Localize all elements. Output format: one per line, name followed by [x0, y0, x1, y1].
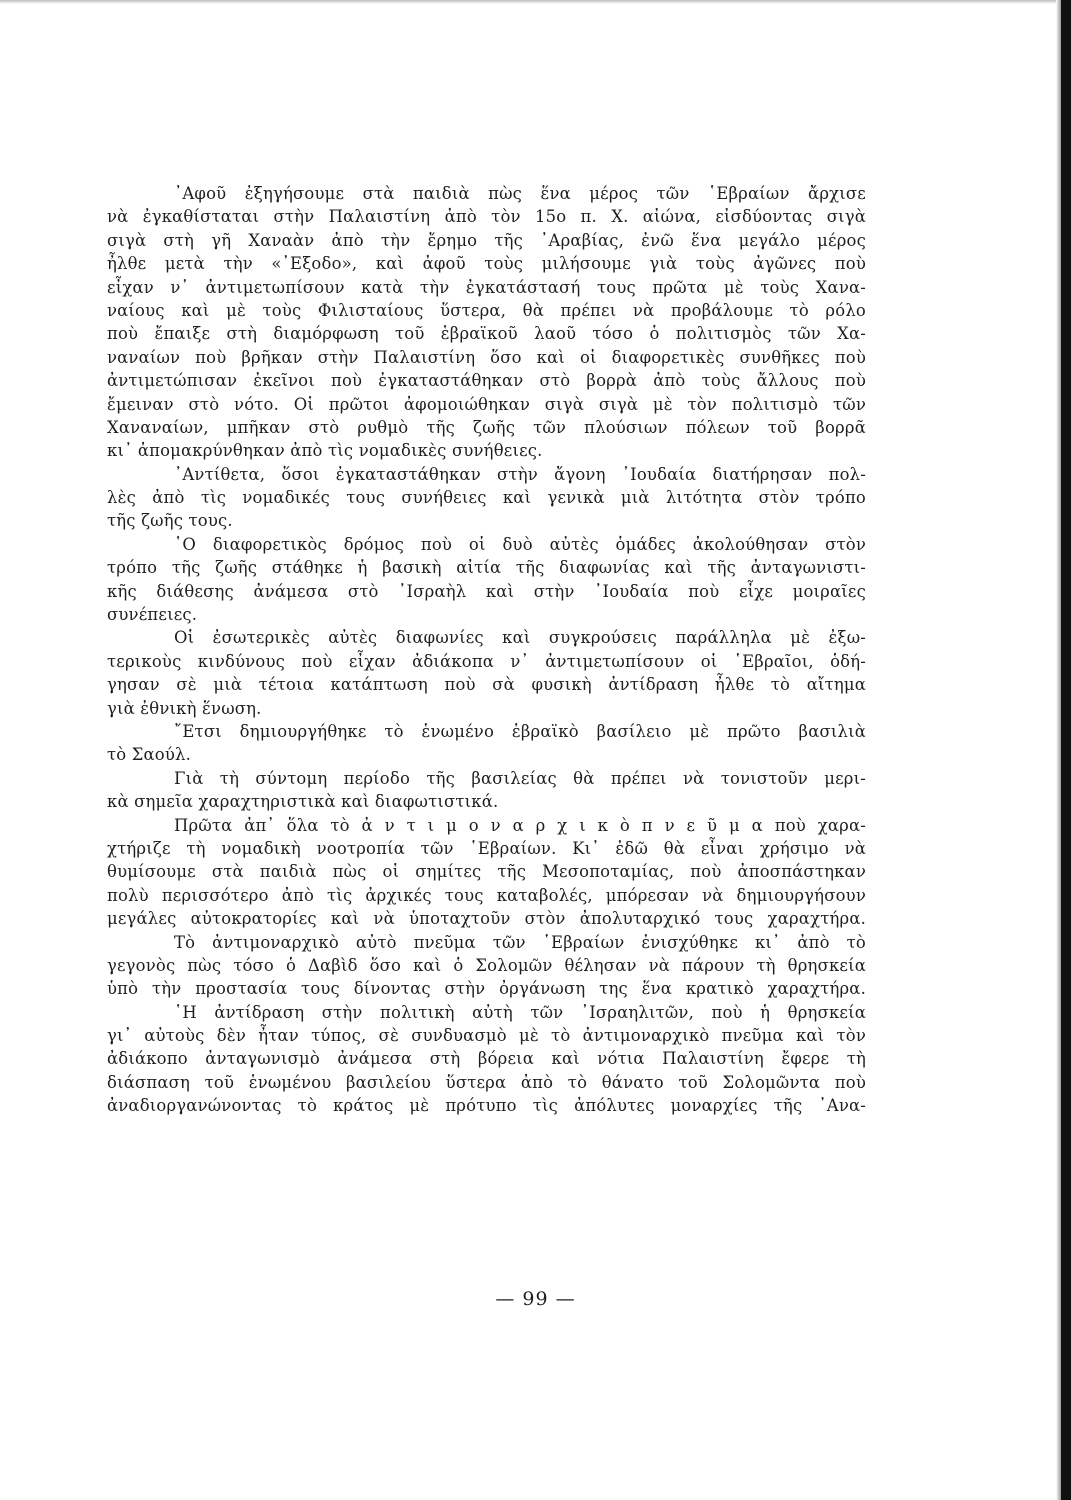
text-line: μεγάλες αὐτοκρατορίες καὶ νὰ ὑποταχτοῦν στὸν ἀπολυταρχικό τους χαραχτήρα.	[107, 909, 866, 929]
text-line: ναίους καὶ μὲ τοὺς Φιλισταίους ὕστερα, θὰ πρέπει νὰ προβάλουμε τὸ ρόλο	[107, 300, 866, 320]
text-line: γεγονὸς πὼς τόσο ὁ Δαβὶδ ὅσο καὶ ὁ Σολομῶν θέλησαν νὰ πάρουν τὴ θρησκεία	[107, 955, 866, 975]
text-line: κῆς διάθεσης ἀνάμεσα στὸ ᾽Ισραὴλ καὶ στὴν ᾽Ιουδαία ποὺ εἶχε μοιραῖες	[107, 581, 866, 601]
text-line: πολὺ περισσότερο ἀπὸ τὶς ἀρχικές τους καταβολές, μπόρεσαν νὰ δημιουργήσουν	[107, 885, 866, 905]
text-line: ἀναδιοργανώνοντας τὸ κράτος μὲ πρότυπο τὶς ἀπόλυτες μοναρχίες τῆς ᾽Ανα-	[107, 1096, 866, 1116]
text-line: Γιὰ τὴ σύντομη περίοδο τῆς βασιλείας θὰ πρέπει νὰ τονιστοῦν μερι-	[174, 768, 866, 788]
text-line: κὰ σημεῖα χαραχτηριστικὰ καὶ διαφωτιστικά.	[107, 792, 499, 812]
text-line: ῾Η ἀντίδραση στὴν πολιτικὴ αὐτὴ τῶν ᾽Ισραηλιτῶν, ποὺ ἡ θρησκεία	[174, 1002, 866, 1022]
text-line: γι᾽ αὐτοὺς δὲν ἦταν τύπος, σὲ συνδυασμὸ μὲ τὸ ἀντιμοναρχικὸ πνεῦμα καὶ τὸν	[107, 1026, 866, 1046]
text-line: συνέπειες.	[107, 605, 198, 625]
text-line: ναναίων ποὺ βρῆκαν στὴν Παλαιστίνη ὅσο καὶ οἱ διαφορετικὲς συνθῆκες ποὺ	[107, 347, 866, 367]
text-line: ἀδιάκοπο ἀνταγωνισμὸ ἀνάμεσα στὴ βόρεια καὶ νότια Παλαιστίνη ἔφερε τὴ	[107, 1049, 866, 1069]
text-line: ὑπὸ τὴν προστασία τους δίνοντας στὴν ὀργάνωση της ἕνα κρατικὸ χαραχτήρα.	[107, 979, 866, 999]
text-line: ᾽Αντίθετα, ὅσοι ἐγκαταστάθηκαν στὴν ἄγονη ᾽Ιουδαία διατήρησαν πολ-	[174, 464, 866, 484]
text-line: χτήριζε τὴ νομαδικὴ νοοτροπία τῶν ῾Εβραίων. Κι᾽ ἐδῶ θὰ εἶναι χρήσιμο νὰ	[107, 838, 866, 858]
text-line: Πρῶτα ἀπ᾽ ὅλα τὸ ἀ ν τ ι μ ο ν α ρ χ ι κ ὸ π ν ε ῦ μ α ποὺ χαρα-	[174, 815, 866, 835]
text-line: τῆς ζωῆς τους.	[107, 511, 233, 531]
text-line: γησαν σὲ μιὰ τέτοια κατάπτωση ποὺ σὰ φυσικὴ ἀντίδραση ἦλθε τὸ αἴτημα	[107, 675, 866, 695]
page-number: — 99 —	[495, 1288, 576, 1310]
text-line: λὲς ἀπὸ τὶς νομαδικές τους συνήθειες καὶ γενικὰ μιὰ λιτότητα στὸν τρόπο	[107, 488, 866, 508]
text-line: νὰ ἐγκαθίσταται στὴν Παλαιστίνη ἀπὸ τὸν 15ο π. Χ. αἰώνα, εἰσδύοντας σιγὰ	[107, 207, 866, 227]
text-line: ῾Ο διαφορετικὸς δρόμος ποὺ οἱ δυὸ αὐτὲς ὁμάδες ἀκολούθησαν στὸν	[174, 534, 866, 554]
text-line: διάσπαση τοῦ ἑνωμένου βασιλείου ὕστερα ἀπὸ τὸ θάνατο τοῦ Σολομῶντα ποὺ	[107, 1072, 866, 1092]
scan-top-edge	[0, 0, 1061, 4]
text-line: Χαναναίων, μπῆκαν στὸ ρυθμὸ τῆς ζωῆς τῶν πλούσιων πόλεων τοῦ βορρᾶ	[107, 417, 866, 437]
text-line: σιγὰ στὴ γῆ Χαναὰν ἀπὸ τὴν ἔρημο τῆς ᾽Αραβίας, ἐνῶ ἕνα μεγάλο μέρος	[107, 230, 866, 250]
text-line: κι᾽ ἀπομακρύνθηκαν ἀπὸ τὶς νομαδικὲς συνήθειες.	[107, 441, 543, 461]
text-line: τὸ Σαούλ.	[107, 745, 192, 765]
text-line: τερικοὺς κινδύνους ποὺ εἶχαν ἀδιάκοπα ν᾽ ἀντιμετωπίσουν οἱ ῾Εβραῖοι, ὁδή-	[107, 651, 866, 671]
scan-right-edge	[1061, 0, 1071, 1500]
text-line: ῎Ετσι δημιουργήθηκε τὸ ἑνωμένο ἑβραϊκὸ βασίλειο μὲ πρῶτο βασιλιὰ	[174, 721, 866, 741]
text-line: γιὰ ἐθνικὴ ἕνωση.	[107, 698, 262, 718]
text-line: ἦλθε μετὰ τὴν «᾽Εξοδο», καὶ ἀφοῦ τοὺς μιλήσουμε γιὰ τοὺς ἀγῶνες ποὺ	[107, 254, 866, 274]
text-line: Τὸ ἀντιμοναρχικὸ αὐτὸ πνεῦμα τῶν ῾Εβραίων ἐνισχύθηκε κι᾽ ἀπὸ τὸ	[174, 932, 866, 952]
text-line: ᾽Αφοῦ ἐξηγήσουμε στὰ παιδιὰ πὼς ἕνα μέρος τῶν ῾Εβραίων ἄρχισε	[174, 184, 866, 203]
text-line: Οἱ ἐσωτερικὲς αὐτὲς διαφωνίες καὶ συγκρούσεις παράλληλα μὲ ἐξω-	[174, 628, 866, 648]
body-text	[107, 182, 866, 1118]
text-line: ποὺ ἔπαιξε στὴ διαμόρφωση τοῦ ἑβραϊκοῦ λαοῦ τόσο ὁ πολιτισμὸς τῶν Χα-	[107, 324, 866, 344]
text-line: ἀντιμετώπισαν ἐκεῖνοι ποὺ ἐγκαταστάθηκαν στὸ βορρὰ ἀπὸ τοὺς ἄλλους ποὺ	[107, 371, 866, 391]
text-line: θυμίσουμε στὰ παιδιὰ πὼς οἱ σημίτες τῆς Μεσοποταμίας, ποὺ ἀποσπάστηκαν	[107, 862, 866, 882]
text-line: εἶχαν ν᾽ ἀντιμετωπίσουν κατὰ τὴν ἐγκατάστασή τους πρῶτα μὲ τοὺς Χανα-	[107, 277, 866, 297]
text-line: ἔμειναν στὸ νότο. Οἱ πρῶτοι ἀφομοιώθηκαν σιγὰ σιγὰ μὲ τὸν πολιτισμὸ τῶν	[107, 394, 866, 414]
text-line: τρόπο τῆς ζωῆς στάθηκε ἡ βασικὴ αἰτία τῆς διαφωνίας καὶ τῆς ἀνταγωνιστι-	[107, 558, 866, 578]
